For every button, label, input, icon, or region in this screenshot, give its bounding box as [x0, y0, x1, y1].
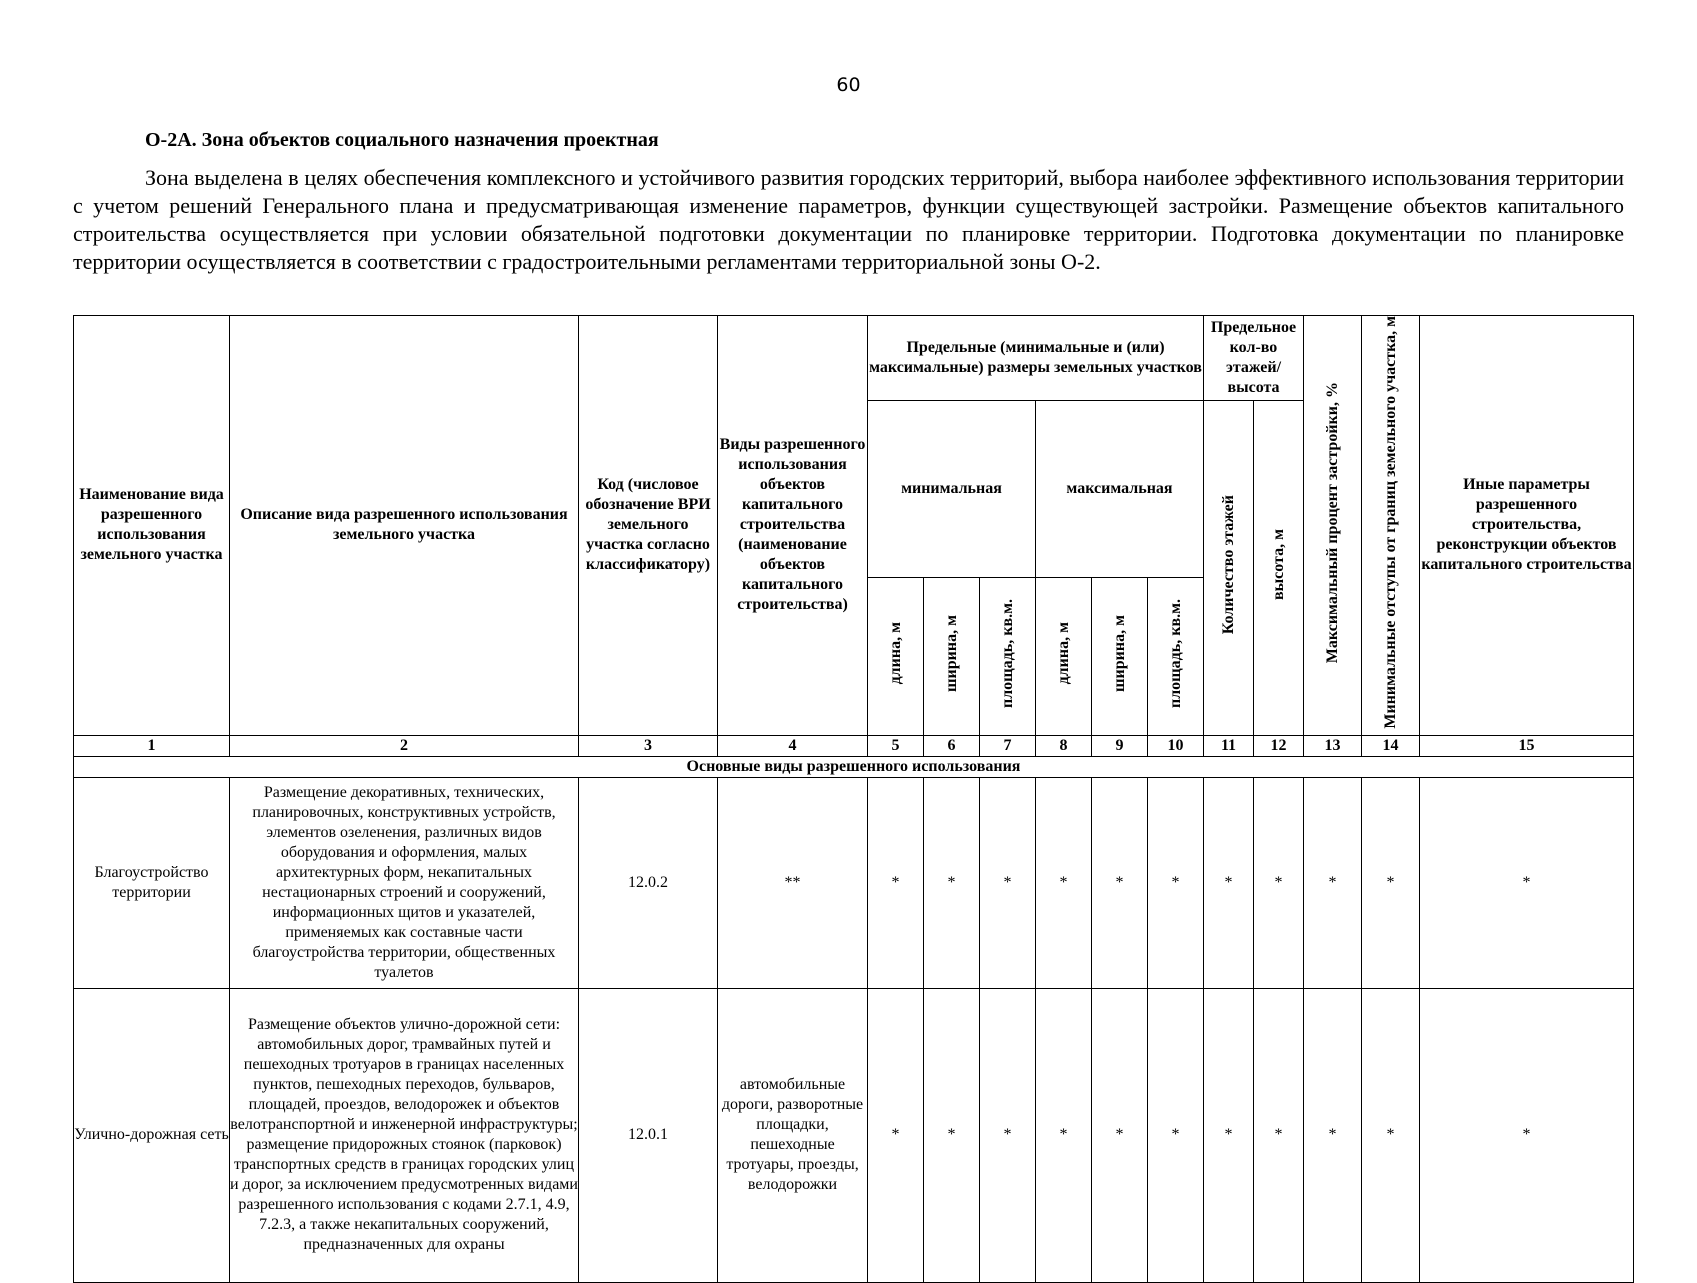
row-value: *: [1036, 988, 1092, 1282]
intro-sentence-3: Подготовка документации по планировке территории осуществляется в соответствии с градостроительными регламентами территориальной зоны О-2.: [73, 221, 1624, 274]
column-number: 4: [718, 735, 868, 756]
row-kinds: автомобильные дороги, разворотные площадки, пешеходные тротуары, проезды, велодорожки: [718, 988, 868, 1282]
intro-sentence-2: Размещение объектов капитального строительства осуществляется при условии обязательной подготовки документации по планировке территории.: [73, 193, 1624, 246]
header-max-width: ширина, м: [1092, 577, 1148, 735]
header-min-length: длина, м: [868, 577, 924, 735]
row-code: 12.0.1: [579, 988, 718, 1282]
row-value: *: [924, 777, 980, 988]
row-value: *: [1362, 988, 1420, 1282]
header-max-area: площадь, кв.м.: [1148, 577, 1204, 735]
header-description: Описание вида разрешенного использования земельного участка: [230, 316, 579, 736]
row-value: *: [924, 988, 980, 1282]
section-title: О-2А. Зона объектов социального назначения проектная: [145, 129, 659, 151]
header-other: Иные параметры разрешенного строительства, реконструкции объектов капитального строительства: [1420, 316, 1634, 736]
regulations-table: [73, 315, 1634, 1283]
row-code: 12.0.2: [579, 777, 718, 988]
header-name: Наименование вида разрешенного использования земельного участка: [74, 316, 230, 736]
header-min: минимальная: [868, 401, 1036, 578]
header-max: максимальная: [1036, 401, 1204, 578]
table-row: [74, 777, 1634, 988]
row-value: *: [1304, 777, 1362, 988]
header-min-offset: Минимальные отступы от границ земельного участка, м: [1362, 316, 1420, 736]
row-description: Размещение объектов улично-дорожной сети: автомобильных дорог, трамвайных путей и пешеходных тротуаров в границах населенных пунктов, пешеходных переходов, бульваров, площадей, проездов, велодорожек и объектов велотранспортной и инженерной инфраструктуры; размещение придорожных стоянок (парковок) транспортных средств в границах городских улиц и дорог, за исключением предусмотренных видами разрешенного использования с кодами 2.7.1, 4.9, 7.2.3, а также некапитальных сооружений, предназначенных для охраны: [230, 988, 579, 1282]
header-height: высота, м: [1254, 401, 1304, 736]
row-value: *: [1148, 777, 1204, 988]
row-value: *: [980, 777, 1036, 988]
row-value: *: [1254, 988, 1304, 1282]
column-number-row: [74, 735, 1634, 756]
row-value: *: [1254, 777, 1304, 988]
row-value: *: [1420, 777, 1634, 988]
column-number: 10: [1148, 735, 1204, 756]
column-number: 5: [868, 735, 924, 756]
header-floors-group: Предельное кол-во этажей/ высота: [1204, 316, 1304, 401]
row-description: Размещение декоративных, технических, планировочных, конструктивных устройств, элементов озеленения, различных видов оборудования и оформления, малых архитектурных форм, некапитальных нестационарных строений и сооружений, информационных щитов и указателей, применяемых как составные части благоустройства территории, общественных туалетов: [230, 777, 579, 988]
header-max-length: длина, м: [1036, 577, 1092, 735]
row-value: *: [1420, 988, 1634, 1282]
header-code: Код (числовое обозначение ВРИ земельного участка согласно классификатору): [579, 316, 718, 736]
row-value: *: [1204, 988, 1254, 1282]
column-number: 3: [579, 735, 718, 756]
header-limits: Предельные (минимальные и (или) максимальные) размеры земельных участков: [868, 316, 1204, 401]
row-value: *: [1148, 988, 1204, 1282]
row-value: *: [1362, 777, 1420, 988]
row-value: *: [1092, 988, 1148, 1282]
row-value: *: [980, 988, 1036, 1282]
row-value: *: [1304, 988, 1362, 1282]
row-name: Благоустройство территории: [74, 777, 230, 988]
page-number: 60: [836, 74, 861, 96]
row-value: *: [868, 988, 924, 1282]
column-number: 9: [1092, 735, 1148, 756]
section-row: [74, 756, 1634, 777]
column-number: 7: [980, 735, 1036, 756]
row-value: *: [1092, 777, 1148, 988]
intro-sentence-1: Зона выделена в целях обеспечения комплексного и устойчивого развития городских территорий, выбора наиболее эффективного использования территории с учетом решений Генерального плана и предусматривающая изменение параметров, функции существующей застройки.: [73, 165, 1624, 218]
column-number: 13: [1304, 735, 1362, 756]
column-number: 6: [924, 735, 980, 756]
header-max-percent: Максимальный процент застройки, %: [1304, 316, 1362, 736]
row-name: Улично-дорожная сеть: [74, 988, 230, 1282]
section-label: Основные виды разрешенного использования: [74, 756, 1634, 777]
intro-paragraph: [73, 164, 1624, 276]
row-kinds: **: [718, 777, 868, 988]
column-number: 8: [1036, 735, 1092, 756]
row-value: *: [868, 777, 924, 988]
header-min-width: ширина, м: [924, 577, 980, 735]
header-floors: Количество этажей: [1204, 401, 1254, 736]
column-number: 15: [1420, 735, 1634, 756]
header-kinds: Виды разрешенного использования объектов капитального строительства (наименование объектов капитального строительства): [718, 316, 868, 736]
column-number: 1: [74, 735, 230, 756]
column-number: 2: [230, 735, 579, 756]
header-min-area: площадь, кв.м.: [980, 577, 1036, 735]
row-value: *: [1036, 777, 1092, 988]
column-number: 11: [1204, 735, 1254, 756]
table-row: [74, 988, 1634, 1282]
row-value: *: [1204, 777, 1254, 988]
column-number: 14: [1362, 735, 1420, 756]
column-number: 12: [1254, 735, 1304, 756]
